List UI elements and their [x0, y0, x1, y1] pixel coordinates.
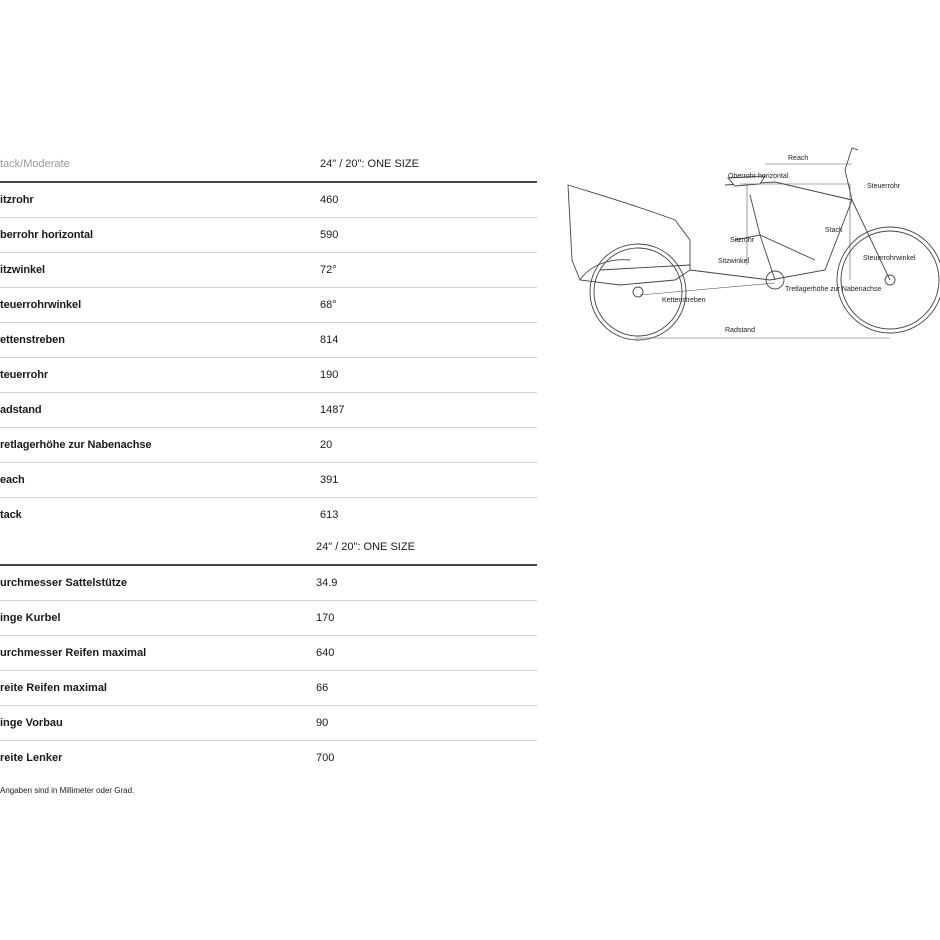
- row-label: itzwinkel: [0, 253, 320, 288]
- geometry-header-row: [0, 147, 537, 182]
- row-label: each: [0, 463, 320, 498]
- row-value: 72°: [320, 253, 537, 288]
- row-value: 640: [316, 636, 537, 671]
- diagram-label-steuerrohr: Steuerrohr: [867, 183, 901, 190]
- row-value: 20: [320, 428, 537, 463]
- row-label: retlagerhöhe zur Nabenachse: [0, 428, 320, 463]
- table-row: [0, 741, 537, 776]
- row-value: 613: [320, 509, 339, 521]
- table-row: [0, 358, 537, 393]
- spec-table: [0, 530, 537, 775]
- table-row: [0, 671, 537, 706]
- row-value: 391: [320, 463, 537, 498]
- table-row: [0, 218, 537, 253]
- table-row: [0, 498, 537, 533]
- row-label: inge Vorbau: [0, 706, 316, 741]
- table-row: [0, 393, 537, 428]
- diagram-label-reach: Reach: [788, 155, 809, 162]
- table-row: [0, 463, 537, 498]
- table-row: [0, 706, 537, 741]
- diagram-label-steuerrohrwinkel: Steuerrohrwinkel: [863, 255, 916, 262]
- diagram-label-radstand: Radstand: [725, 327, 755, 334]
- diagram-label-stack: Stack: [825, 227, 843, 234]
- table-row: [0, 182, 537, 218]
- row-label: urchmesser Sattelstütze: [0, 565, 316, 601]
- table-row: [0, 288, 537, 323]
- diagram-label-tretlager: Tretlagerhöhe zur Nabenachse: [785, 286, 882, 293]
- row-label: urchmesser Reifen maximal: [0, 636, 316, 671]
- row-value: 814: [320, 323, 537, 358]
- row-value: 590: [320, 218, 537, 253]
- row-label: inge Kurbel: [0, 601, 316, 636]
- row-value: 90: [316, 706, 537, 741]
- diagram-label-sitzwinkel: Sitzwinkel: [718, 258, 750, 265]
- row-value: 66: [316, 671, 537, 706]
- table-row: [0, 428, 537, 463]
- spec-header-row: [0, 530, 537, 565]
- row-label: ettenstreben: [0, 323, 320, 358]
- row-label: berrohr horizontal: [0, 218, 320, 253]
- row-value: 1487: [320, 393, 537, 428]
- row-label: teuerrohrwinkel: [0, 288, 320, 323]
- table-row: [0, 636, 537, 671]
- row-value: 170: [316, 601, 537, 636]
- row-value: 68°: [320, 288, 537, 323]
- row-label: reite Lenker: [0, 752, 63, 764]
- geometry-header-label: tack/Moderate: [0, 147, 320, 182]
- row-label: itzrohr: [0, 182, 320, 218]
- spec-header-size: 24" / 20": ONE SIZE: [316, 530, 537, 565]
- diagram-label-oberrohr: Oberrohr horizontal: [728, 173, 789, 180]
- geometry-header-size: 24" / 20": ONE SIZE: [320, 147, 537, 182]
- row-value: 34.9: [316, 565, 537, 601]
- row-label: reite Reifen maximal: [0, 671, 316, 706]
- footnote: Angaben sind in Millimeter oder Grad.: [0, 786, 135, 795]
- geometry-table: [0, 147, 537, 532]
- cargo-bike-geometry-icon: [560, 140, 940, 350]
- row-value: 190: [320, 358, 537, 393]
- row-label: teuerrohr: [0, 358, 320, 393]
- row-label: tack: [0, 509, 22, 521]
- table-row: [0, 323, 537, 358]
- row-label: adstand: [0, 393, 320, 428]
- table-row: [0, 253, 537, 288]
- diagram-label-kettenstreben: Kettenstreben: [662, 297, 706, 304]
- row-value: 460: [320, 182, 537, 218]
- diagram-label-sitzrohr: Sitzrohr: [730, 237, 755, 244]
- table-row: [0, 565, 537, 601]
- row-value: 700: [316, 752, 335, 764]
- table-row: [0, 601, 537, 636]
- spec-header-label: [0, 530, 316, 565]
